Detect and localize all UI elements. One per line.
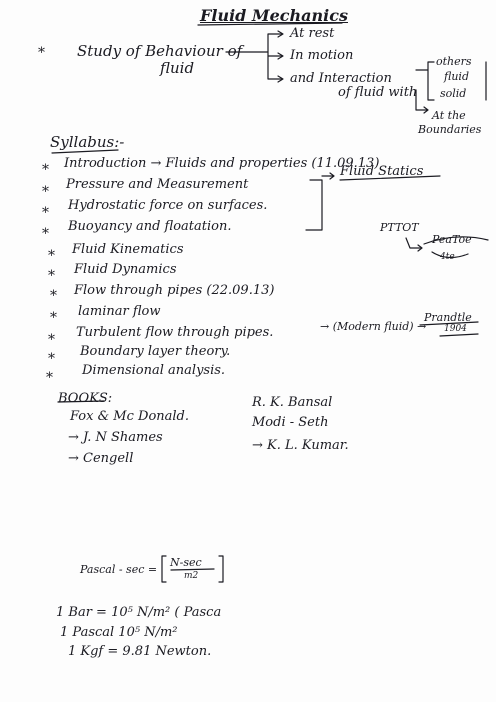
boundary-line1: At the [432,109,466,122]
syllabus-item-2: Pressure and Measurement [66,177,249,192]
bullet-star: * [42,184,49,200]
syllabus-item-5: Fluid Kinematics [72,242,184,257]
syllabus-heading: Syllabus:- [50,133,125,151]
syllabus-item-10: Boundary layer theory. [80,344,231,359]
book-right-1: R. K. Bansal [252,395,333,410]
intro-main-line2: fluid [160,59,195,77]
syllabus-item-8: laminar flow [78,304,161,319]
bullet-star: * [50,288,57,304]
bullet-star: * [42,226,49,242]
prandtle-label: Prandtle [424,311,472,324]
bullet-star: * [42,162,49,178]
others-label: others [436,55,472,68]
syllabus-item-6: Fluid Dynamics [74,262,177,277]
pascal-sec-numerator: N-sec [170,556,202,569]
books-heading: BOOKS: [58,391,113,406]
bullet-star: * [38,45,45,61]
bullet-star: * [48,248,55,264]
pttot-label: PTTOT [380,221,419,234]
bullet-star: * [42,205,49,221]
syllabus-item-3: Hydrostatic force on surfaces. [68,198,268,213]
book-right-2: Modi - Seth [252,415,329,430]
pascal-sec-denominator: m2 [184,571,199,581]
syllabus-item-11: Dimensional analysis. [82,363,226,378]
interaction-line1: and Interaction [290,71,392,86]
solid-label: solid [440,87,467,100]
book-right-3: → K. L. Kumar. [252,438,349,453]
syllabus-item-1: Introduction → Fluids and properties (11.09.13) [64,156,380,171]
bar-conversion: 1 Bar = 10⁵ N/m² ( Pasca [56,605,222,620]
bullet-star: * [46,370,53,386]
intro-main-line1: Study of Behaviour of [77,42,243,60]
syllabus-item-7: Flow through pipes (22.09.13) [74,283,275,298]
boundary-line2: Boundaries [418,123,482,136]
prandtle-year: 1904 [444,324,467,334]
kgf-conversion: 1 Kgf = 9.81 Newton. [68,644,212,659]
pascal-conversion: 1 Pascal 10⁵ N/m² [60,625,178,640]
pascal-sec-label: Pascal - sec = [80,563,158,576]
bullet-star: * [50,310,57,326]
bullet-star: * [48,268,55,284]
bullet-star: * [48,351,55,367]
book-left-3: → Cengell [68,451,134,466]
at-rest-label: At rest [290,26,335,41]
peatoe-label: PeaToe [432,233,472,246]
page-title: Fluid Mechanics [200,6,348,25]
fluid-label: fluid [444,70,469,83]
book-left-1: Fox & Mc Donald. [70,409,190,424]
fluid-statics-label: Fluid Statics [340,164,424,179]
book-left-2: → J. N Shames [68,430,163,445]
bullet-star: * [48,332,55,348]
modern-fluid-label: → (Modern fluid) → [320,320,427,333]
interaction-line2: of fluid with [338,85,418,100]
syllabus-item-9: Turbulent flow through pipes. [76,325,274,340]
syllabus-item-4: Buoyancy and floatation. [68,219,232,234]
in-motion-label: In motion [290,48,354,63]
peatoe-sub-label: 4te [440,252,455,262]
